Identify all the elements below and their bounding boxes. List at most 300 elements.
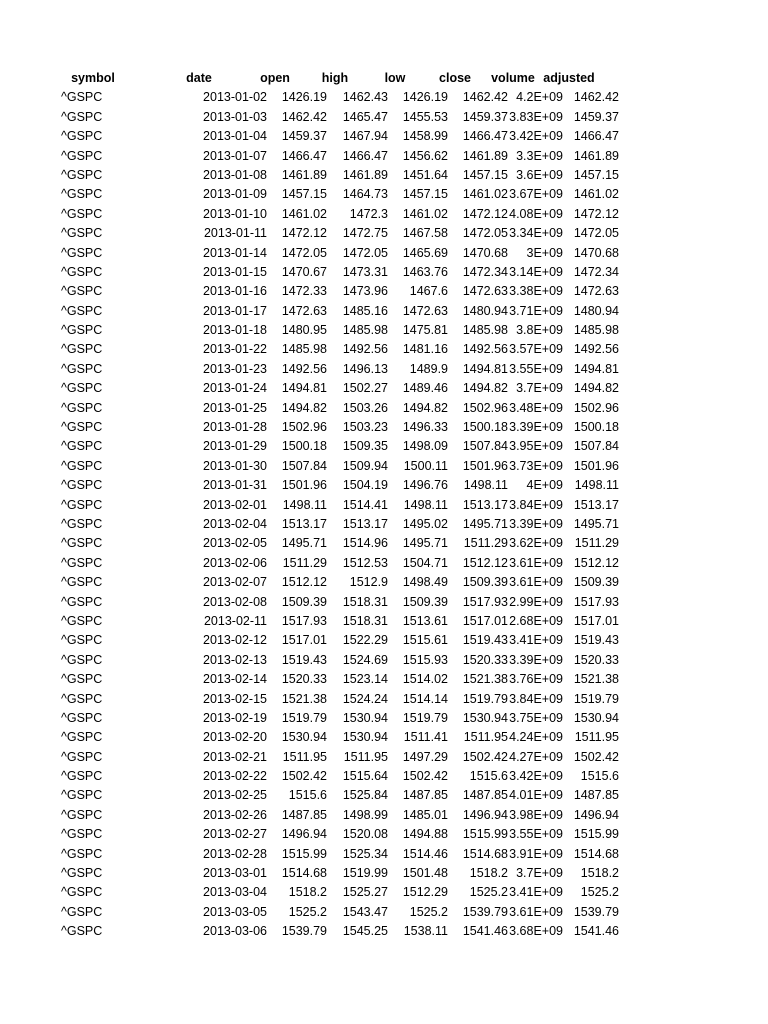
cell-low: 1485.01 bbox=[402, 807, 448, 822]
cell-open: 1487.85 bbox=[281, 807, 327, 822]
cell-adjusted: 1517.01 bbox=[573, 613, 619, 628]
table-row bbox=[61, 496, 619, 515]
table-row bbox=[61, 631, 619, 650]
cell-adjusted: 1501.96 bbox=[573, 458, 619, 473]
cell-open: 1520.33 bbox=[281, 672, 327, 687]
cell-high: 1520.08 bbox=[342, 827, 388, 842]
cell-date: 2013-02-07 bbox=[203, 575, 267, 590]
cell-high: 1518.31 bbox=[342, 613, 388, 628]
cell-close: 1459.37 bbox=[462, 109, 508, 124]
cell-date: 2013-01-08 bbox=[203, 167, 267, 182]
cell-low: 1475.81 bbox=[402, 323, 448, 338]
table-row bbox=[61, 845, 619, 864]
cell-close: 1502.42 bbox=[462, 749, 508, 764]
cell-volume: 3.7E+09 bbox=[516, 866, 563, 881]
cell-close: 1518.2 bbox=[469, 866, 508, 881]
cell-adjusted: 1459.37 bbox=[573, 109, 619, 124]
cell-close: 1541.46 bbox=[462, 924, 508, 939]
cell-low: 1538.11 bbox=[403, 924, 448, 939]
cell-date: 2013-01-09 bbox=[203, 187, 267, 202]
cell-open: 1509.39 bbox=[281, 594, 327, 609]
cell-symbol: ^GSPC bbox=[61, 458, 103, 473]
cell-open: 1517.01 bbox=[281, 633, 327, 648]
cell-volume: 3.39E+09 bbox=[509, 652, 563, 667]
cell-adjusted: 1494.82 bbox=[573, 381, 619, 396]
cell-close: 1466.47 bbox=[462, 129, 508, 144]
cell-volume: 3.39E+09 bbox=[509, 420, 563, 435]
cell-low: 1515.93 bbox=[402, 652, 448, 667]
cell-close: 1519.43 bbox=[462, 633, 508, 648]
cell-symbol: ^GSPC bbox=[61, 187, 103, 202]
table-row bbox=[61, 883, 619, 902]
cell-adjusted: 1472.05 bbox=[573, 226, 619, 241]
cell-close: 1500.18 bbox=[462, 420, 508, 435]
cell-high: 1461.89 bbox=[342, 167, 388, 182]
cell-low: 1494.88 bbox=[402, 827, 448, 842]
cell-close: 1472.63 bbox=[462, 284, 508, 299]
cell-adjusted: 1517.93 bbox=[573, 594, 619, 609]
cell-date: 2013-01-07 bbox=[203, 148, 267, 163]
cell-high: 1512.9 bbox=[349, 575, 388, 590]
cell-adjusted: 1502.96 bbox=[573, 400, 619, 415]
cell-close: 1461.89 bbox=[462, 148, 508, 163]
cell-high: 1522.29 bbox=[342, 633, 388, 648]
cell-symbol: ^GSPC bbox=[61, 672, 103, 687]
cell-adjusted: 1539.79 bbox=[573, 904, 619, 919]
cell-open: 1517.93 bbox=[281, 613, 327, 628]
cell-adjusted: 1457.15 bbox=[573, 167, 619, 182]
cell-date: 2013-01-29 bbox=[203, 439, 267, 454]
cell-low: 1495.02 bbox=[402, 516, 448, 531]
cell-close: 1509.39 bbox=[462, 575, 508, 590]
cell-low: 1461.02 bbox=[402, 206, 448, 221]
cell-high: 1492.56 bbox=[342, 342, 388, 357]
header-adjusted: adjusted bbox=[543, 71, 595, 85]
cell-adjusted: 1520.33 bbox=[573, 652, 619, 667]
cell-high: 1496.13 bbox=[342, 361, 388, 376]
cell-date: 2013-03-01 bbox=[203, 866, 267, 881]
cell-adjusted: 1487.85 bbox=[573, 788, 619, 803]
cell-high: 1525.84 bbox=[342, 788, 388, 803]
cell-open: 1502.42 bbox=[281, 769, 327, 784]
cell-close: 1517.93 bbox=[462, 594, 508, 609]
cell-high: 1462.43 bbox=[342, 90, 388, 105]
cell-date: 2013-02-15 bbox=[203, 691, 267, 706]
cell-adjusted: 1461.02 bbox=[573, 187, 619, 202]
cell-volume: 3.61E+09 bbox=[509, 555, 563, 570]
cell-open: 1472.63 bbox=[281, 303, 327, 318]
cell-adjusted: 1509.39 bbox=[573, 575, 619, 590]
cell-high: 1523.14 bbox=[342, 672, 388, 687]
cell-symbol: ^GSPC bbox=[61, 691, 103, 706]
cell-date: 2013-02-27 bbox=[203, 827, 267, 842]
table-row bbox=[61, 127, 619, 146]
cell-open: 1470.67 bbox=[281, 264, 327, 279]
cell-close: 1521.38 bbox=[462, 672, 508, 687]
cell-high: 1503.23 bbox=[342, 420, 388, 435]
cell-date: 2013-02-06 bbox=[203, 555, 267, 570]
cell-symbol: ^GSPC bbox=[61, 361, 103, 376]
table-row bbox=[61, 767, 619, 786]
cell-volume: 2.99E+09 bbox=[509, 594, 563, 609]
table-row bbox=[61, 709, 619, 728]
cell-symbol: ^GSPC bbox=[61, 827, 103, 842]
cell-low: 1472.63 bbox=[402, 303, 448, 318]
cell-symbol: ^GSPC bbox=[61, 206, 103, 221]
cell-date: 2013-01-02 bbox=[203, 90, 267, 105]
table-row bbox=[61, 399, 619, 418]
cell-adjusted: 1519.79 bbox=[573, 691, 619, 706]
cell-adjusted: 1511.29 bbox=[574, 536, 619, 551]
cell-close: 1507.84 bbox=[462, 439, 508, 454]
table-row bbox=[61, 864, 619, 883]
cell-date: 2013-02-05 bbox=[203, 536, 267, 551]
cell-adjusted: 1518.2 bbox=[580, 866, 619, 881]
table-body bbox=[61, 88, 619, 941]
data-table bbox=[61, 69, 619, 942]
cell-close: 1502.96 bbox=[462, 400, 508, 415]
cell-symbol: ^GSPC bbox=[61, 769, 103, 784]
cell-symbol: ^GSPC bbox=[61, 788, 103, 803]
cell-volume: 3E+09 bbox=[526, 245, 563, 260]
cell-low: 1489.9 bbox=[409, 361, 448, 376]
cell-open: 1459.37 bbox=[281, 129, 327, 144]
cell-volume: 3.41E+09 bbox=[509, 633, 563, 648]
cell-open: 1472.33 bbox=[281, 284, 327, 299]
cell-close: 1472.34 bbox=[462, 264, 508, 279]
cell-high: 1473.31 bbox=[342, 264, 388, 279]
cell-symbol: ^GSPC bbox=[61, 439, 103, 454]
cell-volume: 3.61E+09 bbox=[509, 904, 563, 919]
cell-date: 2013-02-22 bbox=[203, 769, 267, 784]
cell-volume: 3.61E+09 bbox=[509, 575, 563, 590]
cell-low: 1509.39 bbox=[402, 594, 448, 609]
table-row bbox=[61, 554, 619, 573]
cell-open: 1511.29 bbox=[282, 555, 327, 570]
cell-open: 1539.79 bbox=[281, 924, 327, 939]
cell-symbol: ^GSPC bbox=[61, 846, 103, 861]
cell-adjusted: 1496.94 bbox=[573, 807, 619, 822]
cell-low: 1496.33 bbox=[402, 420, 448, 435]
cell-high: 1514.96 bbox=[342, 536, 388, 551]
cell-low: 1495.71 bbox=[402, 536, 448, 551]
cell-open: 1519.79 bbox=[281, 710, 327, 725]
cell-adjusted: 1512.12 bbox=[573, 555, 619, 570]
cell-high: 1472.75 bbox=[342, 226, 388, 241]
cell-low: 1481.16 bbox=[402, 342, 448, 357]
cell-high: 1543.47 bbox=[342, 904, 388, 919]
cell-symbol: ^GSPC bbox=[61, 323, 103, 338]
cell-adjusted: 1495.71 bbox=[573, 516, 619, 531]
cell-volume: 3.55E+09 bbox=[509, 361, 563, 376]
cell-high: 1472.05 bbox=[342, 245, 388, 260]
cell-adjusted: 1462.42 bbox=[573, 90, 619, 105]
cell-date: 2013-02-20 bbox=[203, 730, 267, 745]
cell-low: 1502.42 bbox=[402, 769, 448, 784]
cell-high: 1513.17 bbox=[342, 516, 388, 531]
header-high: high bbox=[321, 71, 349, 85]
cell-high: 1464.73 bbox=[342, 187, 388, 202]
cell-symbol: ^GSPC bbox=[61, 400, 103, 415]
cell-open: 1480.95 bbox=[281, 323, 327, 338]
cell-low: 1513.61 bbox=[402, 613, 448, 628]
cell-close: 1470.68 bbox=[462, 245, 508, 260]
cell-symbol: ^GSPC bbox=[61, 885, 103, 900]
cell-close: 1498.11 bbox=[463, 478, 508, 493]
cell-low: 1458.99 bbox=[402, 129, 448, 144]
cell-symbol: ^GSPC bbox=[61, 749, 103, 764]
table-row bbox=[61, 224, 619, 243]
cell-volume: 3.91E+09 bbox=[509, 846, 563, 861]
table-row bbox=[61, 593, 619, 612]
cell-symbol: ^GSPC bbox=[61, 633, 103, 648]
cell-volume: 3.6E+09 bbox=[516, 167, 563, 182]
cell-close: 1514.68 bbox=[462, 846, 508, 861]
cell-volume: 3.83E+09 bbox=[509, 109, 563, 124]
cell-date: 2013-02-25 bbox=[203, 788, 267, 803]
cell-high: 1545.25 bbox=[342, 924, 388, 939]
cell-open: 1515.6 bbox=[288, 788, 327, 803]
cell-adjusted: 1530.94 bbox=[573, 710, 619, 725]
cell-symbol: ^GSPC bbox=[61, 381, 103, 396]
cell-date: 2013-02-19 bbox=[203, 710, 267, 725]
cell-date: 2013-01-22 bbox=[203, 342, 267, 357]
cell-date: 2013-03-04 bbox=[203, 885, 267, 900]
cell-close: 1472.12 bbox=[462, 206, 508, 221]
cell-high: 1515.64 bbox=[342, 769, 388, 784]
cell-volume: 3.42E+09 bbox=[509, 769, 563, 784]
cell-low: 1497.29 bbox=[402, 749, 448, 764]
cell-low: 1487.85 bbox=[402, 788, 448, 803]
cell-low: 1456.62 bbox=[402, 148, 448, 163]
cell-date: 2013-03-05 bbox=[203, 904, 267, 919]
cell-high: 1518.31 bbox=[342, 594, 388, 609]
cell-adjusted: 1472.63 bbox=[573, 284, 619, 299]
cell-open: 1507.84 bbox=[281, 458, 327, 473]
cell-low: 1457.15 bbox=[402, 187, 448, 202]
cell-volume: 3.7E+09 bbox=[516, 381, 563, 396]
cell-date: 2013-01-11 bbox=[203, 226, 267, 241]
cell-low: 1519.79 bbox=[402, 710, 448, 725]
cell-open: 1466.47 bbox=[281, 148, 327, 163]
cell-high: 1514.41 bbox=[342, 497, 388, 512]
cell-date: 2013-01-28 bbox=[203, 420, 267, 435]
cell-volume: 4.2E+09 bbox=[516, 90, 563, 105]
cell-date: 2013-01-15 bbox=[203, 264, 267, 279]
cell-high: 1530.94 bbox=[342, 710, 388, 725]
table-row bbox=[61, 728, 619, 747]
cell-date: 2013-02-08 bbox=[203, 594, 267, 609]
cell-volume: 3.3E+09 bbox=[516, 148, 563, 163]
cell-adjusted: 1492.56 bbox=[573, 342, 619, 357]
table-row bbox=[61, 903, 619, 922]
cell-low: 1467.58 bbox=[402, 226, 448, 241]
cell-volume: 3.57E+09 bbox=[509, 342, 563, 357]
table-row bbox=[61, 825, 619, 844]
table-row bbox=[61, 651, 619, 670]
cell-close: 1519.79 bbox=[462, 691, 508, 706]
cell-low: 1512.29 bbox=[402, 885, 448, 900]
cell-volume: 3.42E+09 bbox=[509, 129, 563, 144]
cell-low: 1465.69 bbox=[402, 245, 448, 260]
cell-date: 2013-02-01 bbox=[203, 497, 267, 512]
cell-date: 2013-02-26 bbox=[203, 807, 267, 822]
cell-open: 1485.98 bbox=[281, 342, 327, 357]
table-row bbox=[61, 690, 619, 709]
cell-low: 1498.49 bbox=[402, 575, 448, 590]
cell-open: 1519.43 bbox=[281, 652, 327, 667]
cell-date: 2013-01-03 bbox=[203, 109, 267, 124]
cell-low: 1455.53 bbox=[402, 109, 448, 124]
cell-date: 2013-01-25 bbox=[203, 400, 267, 415]
header-open: open bbox=[260, 71, 290, 85]
cell-low: 1489.46 bbox=[402, 381, 448, 396]
cell-close: 1494.81 bbox=[462, 361, 508, 376]
cell-low: 1451.64 bbox=[402, 167, 448, 182]
cell-volume: 2.68E+09 bbox=[509, 613, 563, 628]
cell-low: 1463.76 bbox=[402, 264, 448, 279]
table-row bbox=[61, 515, 619, 534]
header-symbol: symbol bbox=[71, 71, 115, 85]
cell-close: 1517.01 bbox=[462, 613, 508, 628]
table-row bbox=[61, 282, 619, 301]
table-row bbox=[61, 476, 619, 495]
table-row bbox=[61, 786, 619, 805]
cell-date: 2013-01-17 bbox=[203, 303, 267, 318]
table-row bbox=[61, 205, 619, 224]
cell-close: 1511.29 bbox=[463, 536, 508, 551]
cell-date: 2013-01-23 bbox=[203, 361, 267, 376]
cell-open: 1426.19 bbox=[281, 90, 327, 105]
cell-high: 1524.24 bbox=[342, 691, 388, 706]
cell-date: 2013-01-31 bbox=[203, 478, 267, 493]
cell-high: 1512.53 bbox=[342, 555, 388, 570]
cell-high: 1525.27 bbox=[342, 885, 388, 900]
cell-volume: 3.34E+09 bbox=[509, 226, 563, 241]
cell-volume: 3.39E+09 bbox=[509, 516, 563, 531]
table-row bbox=[61, 534, 619, 553]
cell-volume: 4E+09 bbox=[526, 478, 563, 493]
header-date: date bbox=[186, 71, 212, 85]
cell-adjusted: 1472.34 bbox=[573, 264, 619, 279]
cell-date: 2013-01-10 bbox=[203, 206, 267, 221]
cell-close: 1512.12 bbox=[462, 555, 508, 570]
cell-symbol: ^GSPC bbox=[61, 284, 103, 299]
cell-date: 2013-02-21 bbox=[203, 749, 267, 764]
cell-volume: 3.98E+09 bbox=[509, 807, 563, 822]
cell-adjusted: 1519.43 bbox=[573, 633, 619, 648]
cell-high: 1525.34 bbox=[342, 846, 388, 861]
table-row bbox=[61, 573, 619, 592]
cell-open: 1461.02 bbox=[281, 206, 327, 221]
header-close: close bbox=[439, 71, 471, 85]
cell-symbol: ^GSPC bbox=[61, 303, 103, 318]
cell-symbol: ^GSPC bbox=[61, 109, 103, 124]
cell-volume: 3.71E+09 bbox=[509, 303, 563, 318]
table-row bbox=[61, 185, 619, 204]
cell-low: 1498.11 bbox=[403, 497, 448, 512]
cell-close: 1461.02 bbox=[462, 187, 508, 202]
header-low: low bbox=[384, 71, 406, 85]
cell-volume: 4.01E+09 bbox=[509, 788, 563, 803]
cell-date: 2013-01-30 bbox=[203, 458, 267, 473]
cell-symbol: ^GSPC bbox=[61, 129, 103, 144]
cell-adjusted: 1514.68 bbox=[573, 846, 619, 861]
cell-volume: 3.55E+09 bbox=[509, 827, 563, 842]
cell-high: 1466.47 bbox=[342, 148, 388, 163]
table-row bbox=[61, 302, 619, 321]
cell-volume: 3.95E+09 bbox=[509, 439, 563, 454]
cell-high: 1509.35 bbox=[342, 439, 388, 454]
cell-high: 1498.99 bbox=[342, 807, 388, 822]
cell-adjusted: 1507.84 bbox=[573, 439, 619, 454]
cell-volume: 3.67E+09 bbox=[509, 187, 563, 202]
cell-open: 1500.18 bbox=[281, 439, 327, 454]
cell-open: 1461.89 bbox=[281, 167, 327, 182]
cell-date: 2013-02-12 bbox=[203, 633, 267, 648]
cell-open: 1472.12 bbox=[281, 226, 327, 241]
cell-open: 1521.38 bbox=[281, 691, 327, 706]
table-row bbox=[61, 147, 619, 166]
cell-open: 1513.17 bbox=[281, 516, 327, 531]
cell-close: 1530.94 bbox=[462, 710, 508, 725]
cell-symbol: ^GSPC bbox=[61, 807, 103, 822]
cell-adjusted: 1525.2 bbox=[580, 885, 619, 900]
cell-high: 1511.95 bbox=[343, 749, 388, 764]
cell-close: 1480.94 bbox=[462, 303, 508, 318]
table-row bbox=[61, 321, 619, 340]
cell-open: 1494.81 bbox=[281, 381, 327, 396]
cell-low: 1498.09 bbox=[402, 439, 448, 454]
cell-low: 1467.6 bbox=[409, 284, 448, 299]
cell-volume: 3.62E+09 bbox=[509, 536, 563, 551]
cell-close: 1511.95 bbox=[463, 730, 508, 745]
cell-symbol: ^GSPC bbox=[61, 148, 103, 163]
cell-high: 1473.96 bbox=[342, 284, 388, 299]
cell-open: 1472.05 bbox=[281, 245, 327, 260]
cell-high: 1465.47 bbox=[342, 109, 388, 124]
cell-volume: 3.75E+09 bbox=[509, 710, 563, 725]
cell-adjusted: 1500.18 bbox=[573, 420, 619, 435]
cell-low: 1500.11 bbox=[403, 458, 448, 473]
cell-close: 1539.79 bbox=[462, 904, 508, 919]
cell-symbol: ^GSPC bbox=[61, 420, 103, 435]
cell-low: 1515.61 bbox=[402, 633, 448, 648]
cell-high: 1504.19 bbox=[342, 478, 388, 493]
cell-adjusted: 1515.99 bbox=[573, 827, 619, 842]
cell-open: 1496.94 bbox=[281, 827, 327, 842]
cell-close: 1501.96 bbox=[462, 458, 508, 473]
cell-high: 1509.94 bbox=[342, 458, 388, 473]
cell-adjusted: 1494.81 bbox=[573, 361, 619, 376]
table-row bbox=[61, 360, 619, 379]
table-row bbox=[61, 263, 619, 282]
cell-close: 1492.56 bbox=[462, 342, 508, 357]
cell-symbol: ^GSPC bbox=[61, 90, 103, 105]
cell-high: 1524.69 bbox=[342, 652, 388, 667]
cell-adjusted: 1472.12 bbox=[573, 206, 619, 221]
cell-symbol: ^GSPC bbox=[61, 575, 103, 590]
cell-low: 1514.46 bbox=[402, 846, 448, 861]
cell-date: 2013-02-04 bbox=[203, 516, 267, 531]
cell-low: 1525.2 bbox=[409, 904, 448, 919]
cell-date: 2013-02-28 bbox=[203, 846, 267, 861]
table-row bbox=[61, 418, 619, 437]
cell-symbol: ^GSPC bbox=[61, 167, 103, 182]
cell-symbol: ^GSPC bbox=[61, 710, 103, 725]
table-row bbox=[61, 457, 619, 476]
table-row bbox=[61, 612, 619, 631]
